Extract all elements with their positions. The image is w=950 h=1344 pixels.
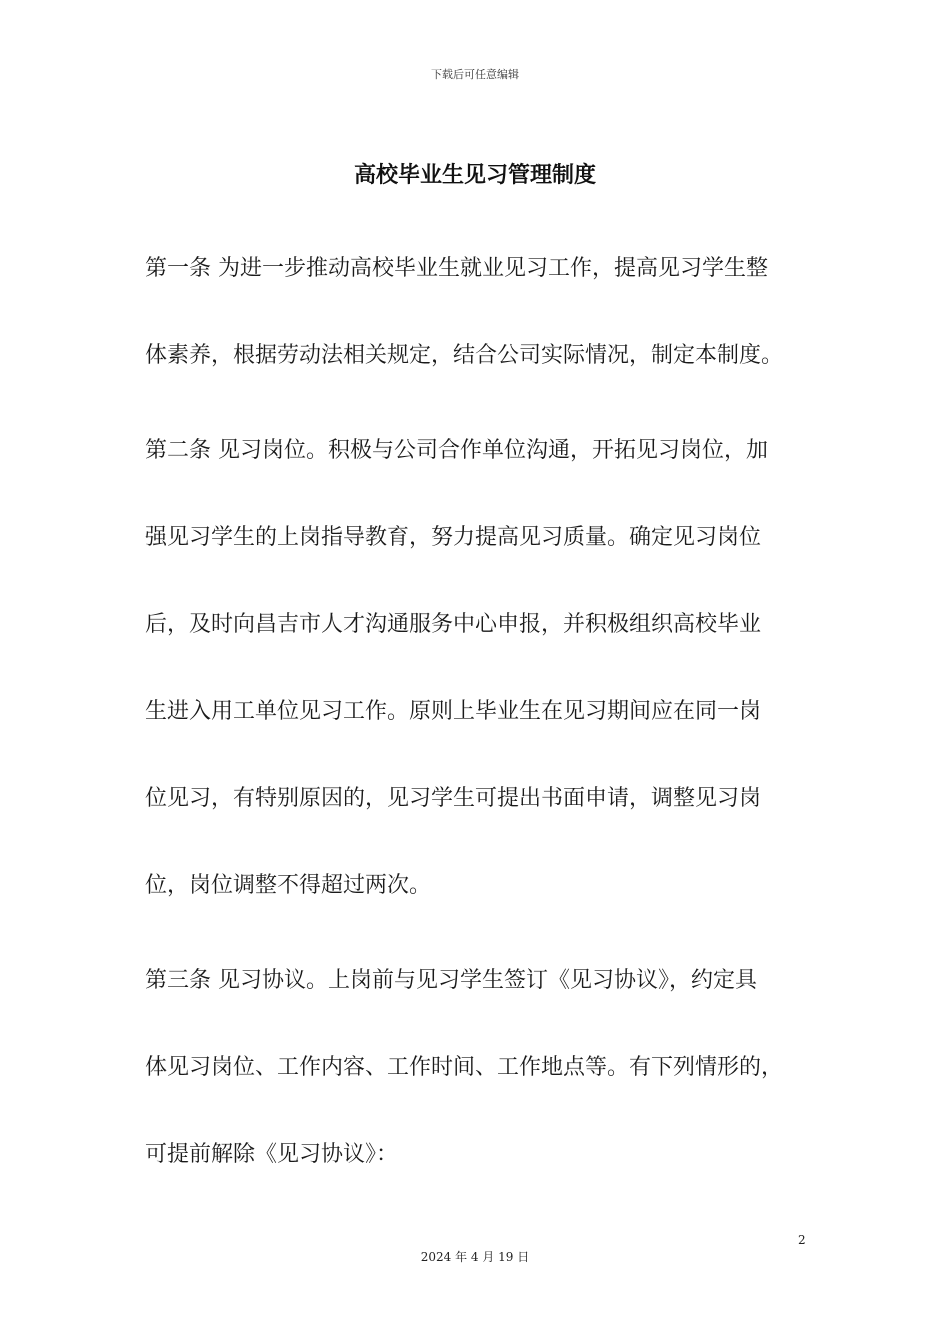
article-2-line-1: 第二条 见习岗位。积极与公司合作单位沟通，开拓见习岗位，加	[145, 438, 768, 463]
page-number: 2	[798, 1233, 806, 1247]
article-2-line-5: 位见习，有特别原因的，见习学生可提出书面申请，调整见习岗	[145, 786, 762, 811]
page-header: 下载后可任意编辑	[431, 68, 519, 81]
article-2-line-3: 后，及时向昌吉市人才沟通服务中心申报，并积极组织高校毕业	[145, 612, 762, 637]
footer-date: 2024 年 4 月 19 日	[420, 1250, 530, 1264]
article-2-line-4: 生进入用工单位见习工作。原则上毕业生在见习期间应在同一岗	[145, 699, 762, 724]
article-1-line-1: 第一条 为进一步推动高校毕业生就业见习工作，提高见习学生整	[145, 256, 768, 281]
article-2-line-2: 强见习学生的上岗指导教育，努力提高见习质量。确定见习岗位	[145, 525, 762, 550]
article-2-line-6: 位，岗位调整不得超过两次。	[145, 873, 432, 898]
document-title: 高校毕业生见习管理制度	[353, 163, 596, 188]
article-3-line-2: 体见习岗位、工作内容、工作时间、工作地点等。有下列情形的，	[145, 1055, 784, 1080]
article-1-line-2: 体素养，根据劳动法相关规定，结合公司实际情况，制定本制度。	[145, 343, 784, 368]
article-3-line-1: 第三条 见习协议。上岗前与见习学生签订《见习协议》，约定具	[145, 968, 757, 993]
article-3-line-3: 可提前解除《见习协议》：	[145, 1142, 399, 1167]
